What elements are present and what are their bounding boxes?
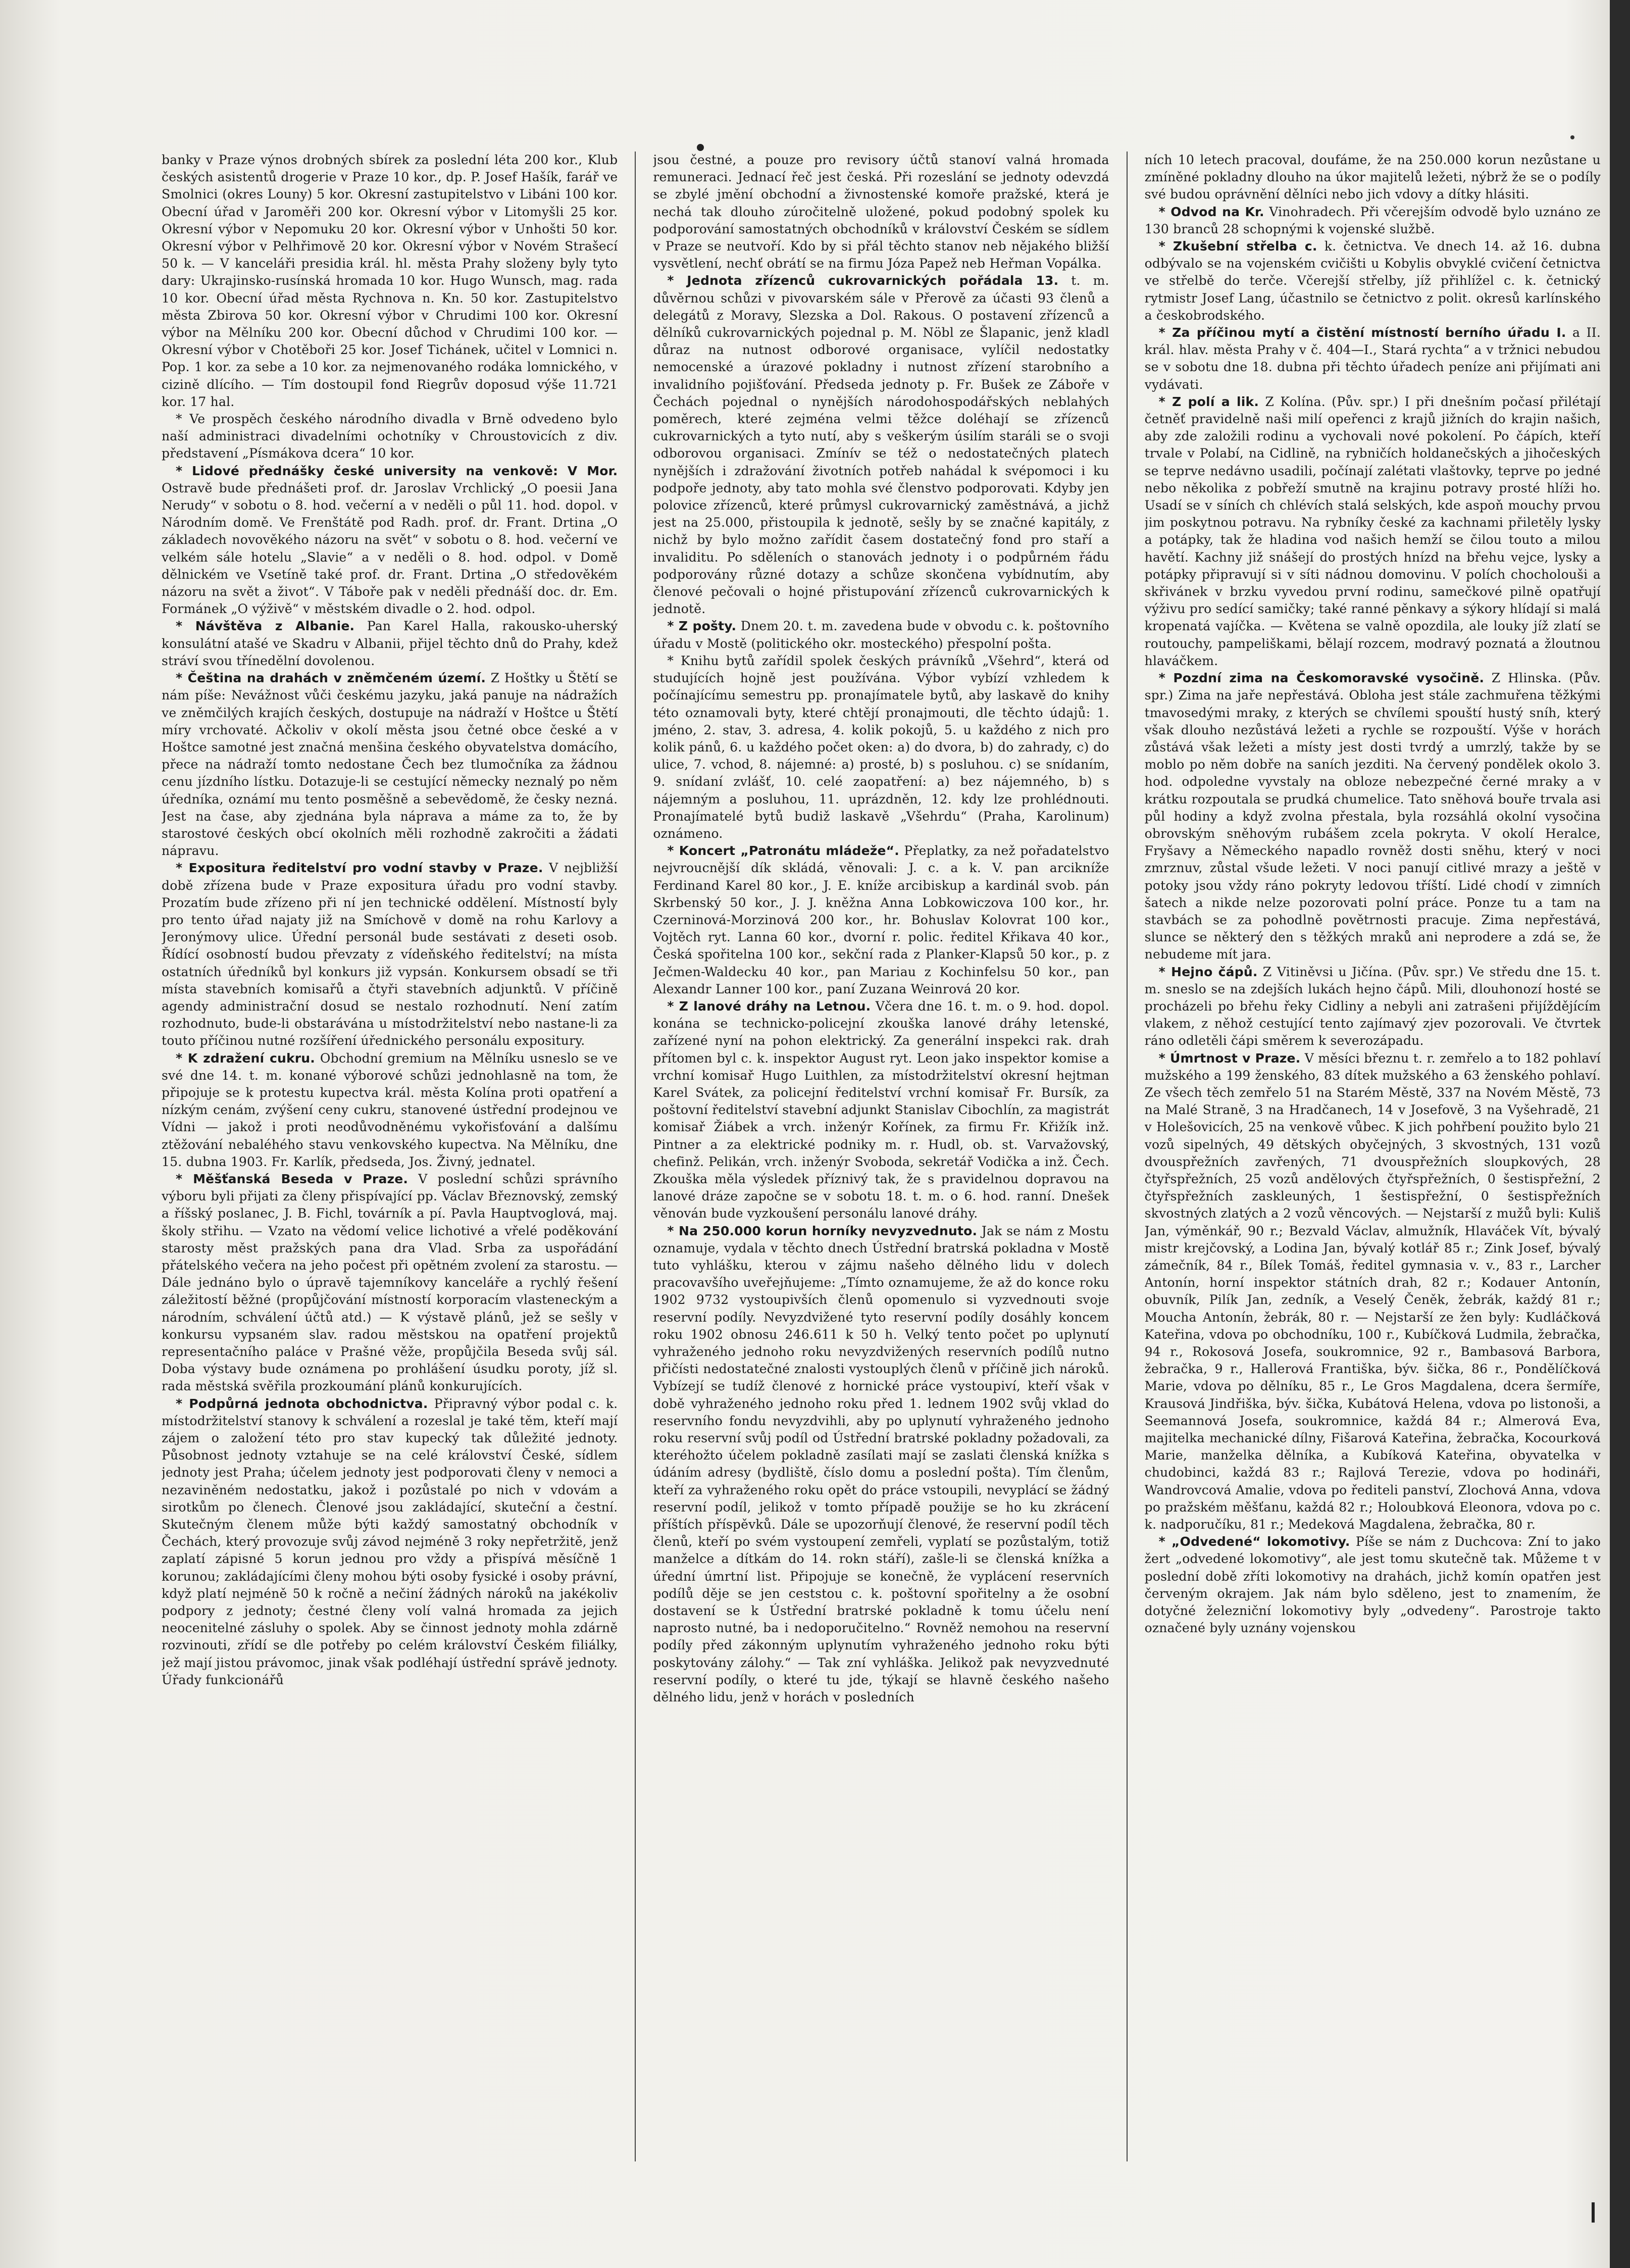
article-headline: * Návštěva z Albanie.: [176, 619, 355, 634]
article-headline: * Expositura ředitelství pro vodní stavby v Praze.: [176, 861, 543, 876]
article-paragraph: * Hejno čápů. Z Vitiněvsi u Jičína. (Pův. spr.) Ve středu dne 15. t. m. sneslo se na zdejších lukách hejno čápů. Mili, dlouhonozí hosté se procházeli po břehu řeky Cidliny a nebyli ani zatrašeni přijíždějícím vlakem, z něhož cestující tento zajímavý zjev pozorovali. Ve čtvrtek ráno odletěli čápi směrem k severozápadu.: [1144, 964, 1601, 1048]
article-paragraph: * Pozdní zima na Českomoravské vysočině. Z Hlinska. (Pův. spr.) Zima na jaře nepřestává. Obloha jest stále zachmuřena těžkými tmavosedými mraky, z kterých se chvílemi spouští hustý sníh, který však dlouho nezůstává ležeti a rychle se rozpouští. Výše v horách zůstává však ležeti a místy jest dosti tvrdý a umrzlý, takže by se moblo po něm dobře na saních jezditi. Na červený pondělek okolo 3. hod. odpoledne vyvstaly na obloze nebezpečné černé mraky a v krátku rozpoutala se prudká chumelice. Tato sněhová bouře trvala asi půl hodiny a když zvolna přestala, byla rozsáhlá okolní vysočina obrovským sněhovým rubášem zcela pokryta. V okolí Heralce, Fryšavy a Německého napadlo rovněž dosti sněhu, který v noci zmrznuv, zůstal všude ležeti. V noci panují citlivé mrazy a ještě v potoky jsou vždy ráno pokryty ledovou tříští. Lidé chodí v zimních šatech a nikde nelze pozorovati polní práce. Ponze tu a tam na stavbách se za pohodlně povětrnosti pracuje. Zima nepřestává, slunce se některý den s těžkých mraků ani neprodere a zdá se, že nebudeme mít jara.: [1144, 671, 1601, 962]
article-paragraph: ních 10 letech pracoval, doufáme, že na 250.000 korun nezůstane u zmíněné pokladny dlouho na úkor majitelů ležeti, nýbrž že se o podíly své budou oprávnění dělníci nebo jich vdovy a dítky hlásiti.: [1144, 153, 1601, 202]
article-paragraph: * Úmrtnost v Praze. V měsíci březnu t. r. zemřelo a to 182 pohlaví mužského a 199 ženského, 83 dítek mužského a 63 ženského pohlaví. Ze všech těch zemřelo 51 na Starém Městě, 337 na Novém Městě, 73 na Malé Straně, 3 na Hradčanech, 14 v Josefově, 3 na Vyšehradě, 21 v Holešovicích, 25 na venkově vůbec. K jich pohřbení použito bylo 21 vozů sipelných, 49 dětských obyčejných, 3 skvostných, 131 vozů dvouspřežních zavřených, 71 dvouspřežních sloupkových, 28 čtyřspřežních, 25 vozů andělových čtyřspřežních, 0 šestispřežní, 2 čtyřspřežních zaskleuných, 1 šestispřežní, 0 šestispřežních skvostných zlatých a 2 vozů věncových. — Nejstarší z mužů byli: Kuliš Jan, výměnkář, 90 r.; Bezvald Václav, almužník, Hlaváček Vít, bývalý mistr krejčovský, a Lodina Jan, bývalý kotlář 85 r.; Zink Josef, bývalý zámečník, 84 r., Bílek Tomáš, ředitel gymnasia v. v., 83 r., Larcher Antonín, horní inspektor státních drah, 82 r.; Kodauer Antonín, obuvník, Pilík Jan, zedník, a Veselý Čeněk, žebrák, každý 81 r.; Moucha Antonín, žebrák, 80 r. — Nejstarší ze žen byly: Kudláčková Kateřina, vdova po obchodníku, 100 r., Kubíčková Ludmila, žebračka, 94 r., Rokosová Josefa, soukromnice, 92 r., Bambasová Barbora, žebračka, 9 r., Hallerová Františka, býv. šička, 86 r., Pondělíčková Marie, vdova po dělníku, 85 r., Le Gros Magdalena, dcera šermíře, Krausová Jindřiška, býv. šička, Kubátová Helena, vdova po listonoši, a Seemannová Josefa, soukromnice, každá 84 r.; Almerová Eva, majitelka mechanické dílny, Fišarová Kateřina, žebračka, Kocourková Marie, manželka dělníka, a Kubíková Kateřina, obyvatelka v chudobinci, každá 83 r.; Rajlová Terezie, vdova po hodináři, Wandrovcová Amalie, vdova po řediteli panství, Zlochová Anna, vdova po pražském měšťanu, každá 82 r.; Holoubková Eleonora, vdova po c. k. nadporučíku, 81 r.; Medeková Magdalena, žebračka, 80 r.: [1144, 1050, 1601, 1532]
article-headline: * Měšťanská Beseda v Praze.: [176, 1171, 409, 1186]
article-paragraph: * Koncert „Patronátu mládeže“. Přeplatky, za než pořadatelstvo nejvroucnější dík skládá, věnovali: J. c. a k. V. pan arcikníže Ferdinand Karel 80 kor., J. E. kníže arcibiskup a kardinál svob. pán Skrbenský 50 kor., J. J. kněžna Anna Lobkowiczova 100 kor., hr. Czerninová-Morzinová 200 kor., hr. Bohuslav Kolovrat 100 kor., Vojtěch ryt. Lanna 60 kor., dvorní r. polic. ředitel Křikava 40 kor., Česká spořitelna 100 kor., sekční rada z Planker-Klapsů 50 kor., p. z Ječmen-Waldecku 40 kor., pan Mariau z Kochinfelsu 50 kor., pan Alexandr Lanner 100 kor., paní Zuzana Weinrová 20 kor.: [653, 843, 1109, 996]
article-headline: * Koncert „Patronátu mládeže“.: [667, 843, 899, 859]
page-mark: [697, 144, 704, 151]
page-mark: [1570, 135, 1574, 139]
column-3: [1145, 152, 1601, 2161]
column-divider: [1127, 152, 1128, 2161]
article-paragraph: * Expositura ředitelství pro vodní stavby v Praze. V nejbližší době zřízena bude v Praze expositura úřadu pro vodní stavby. Prozatím bude zřízeno při ní jen technické oddělení. Místností byly pro tento úřad najaty již na Smíchově v domě na rohu Karlovy a Jeronýmovy ulice. Úřední personál bude sestávati z deseti osob. Řídící osobností budou převzaty z vídeňského ředitelství; na místa ostatních úředníků byl konkurs již vypsán. Konkursem obsadí se tři místa stavebních komisařů a čtyři stavebních adjunktů. V příčině agendy administrační dosud se nestalo rozhodnutí. Není zatím rozhodnuto, bude-li obstarávána u místodržitelství nebo nastane-li za touto příčinou nutné rozšíření úřednického personálu expositury.: [162, 861, 618, 1048]
article-paragraph: * Na 250.000 korun horníky nevyzvednuto. Jak se nám z Mostu oznamuje, vydala v těchto dnech Ústřední bratrská pokladna v Mostě tuto vyhlášku, kterou v zájmu našeho dělného lidu v dolech pracovavšího uveřejňujeme: „Tímto oznamujeme, že až do konce roku 1902 9732 vystoupivších členů opomenulo si vyzvednouti svoje reservní podíly. Nevyzdvižené tyto reservní podíly dosáhly koncem roku 1902 obnosu 246.611 k 50 h. Velký tento počet po uplynutí vyhraženého jednoho roku nevyzdvižených reservních podílů nutno přičísti nedostatečné znalosti vystouplých členů v příčině jich nároků. Vybízejí se tudíž členové z hornické práce vystoupiví, kteří však v době vyhraženého jednoho roku před 1. lednem 1902 svůj vklad do reservního fondu nevyzdvihli, aby po uplynutí vyhraženého jednoho roku reservní svůj podíl od Ústřední bratrské pokladny požadovali, za kteréhožto účelem pokladně zasílati mají se zaslati členská knížka s údáním adresy (bydliště, číslo domu a poslední pošta). Tím členům, kteří za vyhraženého roku opět do práce vstoupili, nevyplácí se žádný reservní podíl, jelikož v tomto případě použije se ho ku zkrácení příštích příspěvků. Dále se upozorňují členové, že reservní podíl těch členů, kteří po svém vystoupení zemřeli, vyplatí se pozůstalým, totiž manželce a dítkám do 14. rokn stáří), zašle-li se členská knížka a úřední úmrtní list. Připojuje se konečně, že vyplácení reservních podílů děje se jen ceststou c. k. poštovní spořitelny a že osobní dostavení se k Ústřední bratrské pokladně k tomu účelu není naprosto nutné, ba i nedoporučitelno.“ Rovněž nemohou na reservní podíly před zákonným uplynutím vyhraženého jednoho roku býti poskytovány zálohy.“ — Tak zní vyhláška. Jelikož pak nevyzvednuté reservní podíly, o které tu jde, týkají se hlavně českého našeho dělného lidu, jenž v horách v posledních: [653, 1223, 1109, 1705]
article-paragraph: * Návštěva z Albanie. Pan Karel Halla, rakousko-uherský konsulátní atašé ve Skadru v Albanii, přijel těchto dnů do Prahy, kdež stráví svou třínedělní dovolenou.: [162, 619, 618, 668]
article-paragraph: * Za příčinou mytí a čistění místností berního úřadu I. a II. král. hlav. města Prahy v č. 404—I., Stará rychta“ a v tržnici nebudou se v sobotu dne 18. dubna při těchto úřadech peníze ani přijímati ani vydávati.: [1144, 325, 1601, 392]
article-paragraph: * Měšťanská Beseda v Praze. V poslední schůzi správního výboru byli přijati za členy přispívající pp. Václav Březnovský, zemský a říšský poslanec, J. B. Fichl, továrník a pí. Pavla Hauptvoglová, maj. školy střihu. — Vzato na vědomí velice lichotivé a vřelé poděkování starosty měst pražských pana dra Vlad. Srba za uspořádání přátelského večera na jeho počest při opětném zvolení za starostu. — Dále jednáno bylo o úpravě tajemníkovy kanceláře a rychlý řešení záležitostí běžné (propůjčování místností korporacím vlasteneckým a národním, schválení účtů atd.) — K výstavě plánů, jež se sešly v konkursu vypsaném slav. radou městskou na opatření projektů representačního paláce v Prašné věže, propůjčila Beseda svůj sál. Doba výstavy bude oznámena po prohlášení úsudku poroty, jíž sl. rada městská svěřila prozkoumání plánů konkurujících.: [162, 1171, 618, 1394]
article-headline: * Jednota zřízenců cukrovarnických pořádala 13.: [667, 273, 1059, 288]
article-headline: * Na 250.000 korun horníky nevyzvednuto.: [667, 1223, 978, 1238]
article-paragraph: * Podpůrná jednota obchodnictva. Připravný výbor podal c. k. místodržitelství stanovy k schválení a rozeslal je také těm, kteří mají zájem o založení této pro stav kupecký tak důležité jednoty. Působnost jednoty vztahuje se na celé království České, sídlem jednoty jest Praha; účelem jednoty jest podporovati členy v nemoci a nezaviněném nedostatku, jakož i pozůstalé po nich v vdovám a sirotkům po členech. Členové jsou zakládající, skuteční a čestní. Skutečným členem může býti každý samostatný obchodník v Čechách, který provozuje svůj závod nejméně 3 roky nepřetržitě, jenž zaplatí zápisné 5 korun jednou pro vždy a přispívá měsíčně 1 korunou; zakládajícími členy mohou býti osoby fysické i osoby právní, když platí nejméně 50 k ročně a nečiní žádných nároků na jakékoliv podpory z jednoty; čestné členy volí valná hromada za jejich neocenitelné zásluhy o spolek. Aby se činnost jednoty mohla zdárně rozvinouti, zřídí se dle potřeby po celém království Českém filiálky, jež mají jistou právomoc, jinak však podléhají ústřední správě jednoty. Úřady funkcionářů: [162, 1396, 618, 1687]
article-headline: * K zdražení cukru.: [176, 1050, 316, 1066]
article-headline: * „Odvedené“ lokomotivy.: [1158, 1534, 1350, 1549]
article-headline: * Z lanové dráhy na Letnou.: [667, 998, 871, 1014]
article-paragraph: * Z polí a lik. Z Kolína. (Pův. spr.) I při dnešním počasí přilétají četněť pravidelně naši milí opeřenci z krajů jižních do krajin našich, aby zde založili rodinu a vychovali nové pokolení. Po čápích, kteří trvale v Polabí, na Cidlině, na rybničích holdanečských a jihočeských se teprve nedávno usadili, počínají zalétati vlaštovky, teprve po jedné nebo několika z pobřeží smutně na krajinu potravy prosté hlíži ho. Usadí se v síních ch chlévích stalá selských, kde aspoň mouchy prvou jim poskytnou potravu. Na rybníky české za kachnami přiletěly lysky a potápky, tak že hladina vod našich hemží se čilou touto a milou havětí. Kachny již snášejí do prostých hnízd na břehu vejce, lysky a potápky připravují si v síti nádnou domovinu. V polích chocholouši a skřivánek v brzku vyvedou první rodinu, samečkové pilně opatřují výživu pro sedící samičky; také ranné pěnkavy a sýkory hlídají si malá kropenatá vajíčka. — Květena se valně opozdila, ale louky jíž zlatí se routouchy, pampeliškami, bělají rozcem, modravý poznatá a žloutnou hlaváčkem.: [1144, 394, 1601, 668]
article-headline: * Z polí a lik.: [1158, 394, 1259, 409]
article-paragraph: * Zkušební střelba c. k. četnictva. Ve dnech 14. až 16. dubna odbývalo se na vojenském cvičišti u Kobylis obvyklé cvičení četnictva ve střelbě do terče. Včerejší střelby, jíž přihlížel c. k. četnický rytmistr Josef Lang, účastnilo se četnictvo z polit. okresů karlínského a českobrodského.: [1144, 239, 1601, 323]
article-paragraph: * Lidové přednášky české university na venkově: V Mor. Ostravě bude přednášeti prof. dr. Jaroslav Vrchlický „O poesii Jana Nerudy“ v sobotu o 8. hod. večerní a v neděli o půl 11. hod. dopol. v Národním domě. Ve Frenštátě pod Radh. prof. dr. Frant. Drtina „O základech novověkého názoru na svět“ v sobotu o 8. hod. večerní ve velkém sále hotelu „Slavie“ a v neděli o 8. hod. odpol. v Domě dělnickém ve Vsetíně také prof. dr. Frant. Drtina „O středověkém názoru na svět a život“. V Táboře pak v neděli přednáší doc. dr. Em. Formánek „O výživě“ v městském divadle o 2. hod. odpol.: [162, 463, 618, 617]
article-headline: * Z pošty.: [667, 619, 737, 634]
article-headline: * Lidové přednášky české university na venkově: V Mor.: [176, 463, 618, 478]
article-headline: * Hejno čápů.: [1158, 964, 1258, 979]
article-paragraph: jsou čestné, a pouze pro revisory účtů stanoví valná hromada remuneraci. Jednací řeč jest česká. Při rozeslání se jednoty odevzdá se zbylé jmění obchodní a živnostenské komoře pražské, která je nechá tak dlouho zúročitelně uložené, pokud podobný spolek ku podporování samostatných obchodníků v království Českém se sídlem v Praze se neutvoří. Kdo by si přál těchto stanov neb nějakého bližší vysvětlení, nechť obrátí se na firmu Józa Papež neb Heřman Vopálka.: [653, 153, 1109, 271]
article-paragraph: * Knihu bytů zařídil spolek českých právníků „Všehrd“, která od studujících hojně jest používána. Výbor vybízí vzhledem k počínajícímu semestru pp. pronajímatele bytů, aby laskavě do knihy této oznamovali byty, které chtějí pronajmouti, dle těchto údajů: 1. jméno, 2. stav, 3. adresa, 4. kolik pokojů, 5. u každého z nich pro kolik pánů, 6. u každého počet oken: a) do dvora, b) do zahrady, c) do ulice, 7. vchod, 8. nájemné: a) prosté, b) s posluhou. c) se snídaním, 9. snídaní zvlášť, 10. celé zaopatření: a) bez nájemného, b) s nájemným a posluhou, 11. uprázdněn, 12. kdy lze prohlédnouti. Pronajímatelé bytů budiž laskavě „Všehrdu“ (Praha, Karolinum) oznámeno.: [653, 653, 1109, 841]
article-paragraph: * Ve prospěch českého národního divadla v Brně odvedeno bylo naší administraci divadelními ochotníky v Chroustovicích z div. představení „Písmákova dcera“ 10 kor.: [162, 412, 618, 461]
article-headline: * Odvod na Kr.: [1158, 204, 1264, 219]
article-headline: * Pozdní zima na Českomoravské vysočině.: [1158, 671, 1485, 686]
article-paragraph: * Z pošty. Dnem 20. t. m. zavedena bude v obvodu c. k. poštovního úřadu v Mostě (politického okr. mosteckého) přespolní pošta.: [653, 619, 1109, 651]
article-paragraph: * Jednota zřízenců cukrovarnických pořádala 13. t. m. důvěrnou schůzi v pivovarském sále v Přerově za účasti 93 členů a delegátů z Moravy, Slezska a Dol. Rakous. O postavení zřízenců a dělníků cukrovarnických pojednal p. M. Nöbl ze Šlapanic, jenž kladl důraz na nutnost odborové organisace, vylíčil nedostatky nemocenské a úrazové pokladny i nutnost zřízení starobního a invalidního pojišťování. Předseda jednoty p. Fr. Bušek ze Záboře v Čechách pojednal o nynějších národohospodářských neblahých poměrech, které zejména velmi těžce doléhají se zřízenců cukrovarnických a tyto nutí, aby s veškerým úsilím staráli se o svoji odborovou organisaci. Zmínív se též o nedostatečných platech nynějších i zdražování životních potřeb nahádal k svépomoci i ku podpoře jednoty, aby tato mohla své členstvo podporovati. Kdyby jen polovice zřízenců, které průmysl cukrovarnický zaměstnává, a jichž jest na 25.000, přistoupila k jednotě, sešly by se značné kapitály, z nichž by bylo možno zařídit časem dostatečný fond pro staří a invaliditu. Po sděleních o stanovách jednoty i o podpůrném řádu podporovány různé dotazy a schůze skončena vybídnutím, aby členové pečovali o hojné přistupování zřízenců cukrovarnických k jednotě.: [653, 273, 1109, 617]
article-paragraph: * Z lanové dráhy na Letnou. Včera dne 16. t. m. o 9. hod. dopol. konána se technicko-policejní zkouška lanové dráhy letenské, zařízené nyní na pohon elektrický. Za generální inspekci rak. drah přítomen byl c. k. inspektor August ryt. Leon jako inspektor komise a vrchní komisař Hugo Luithlen, za místodržitelství okresní hejtman Karel Svátek, za policejní ředitelství vrchní komisař Fr. Bursík, za poštovní ředitelství stavební adjunkt Stanislav Cibochlín, za magistrát komisař Žiábek a vrch. inženýr Kořínek, za firmu Fr. Křižík inž. Pintner a za elektrické podniky m. r. Hudl, ob. st. Varvažovský, chefinž. Pelikán, vrch. inženýr Svoboda, sekretář Vodička a inž. Čech. Zkouška měla výsledek příznivý tak, že s pravidelnou dopravou na lanové dráze započne se v sobotu 18. t. m. o 6. hod. ranní. Dnešek věnován bude vyzkoušení personálu lanové dráhy.: [653, 998, 1109, 1221]
article-paragraph: * „Odvedené“ lokomotivy. Píše se nám z Duchcova: Zní to jako žert „odvedené lokomotivy“, ale jest tomu skutečně tak. Můžeme t v poslední době zříti lokomotivy na drahách, jichž komín opatřen jest červeným okrajem. Jak nám bylo sděleno, jest to znamením, že dotyčné železniční lokomotivy byly „odvedeny“. Parostroje takto označené byly uznány vojenskou: [1144, 1534, 1601, 1636]
article-paragraph: banky v Praze výnos drobných sbírek za poslední léta 200 kor., Klub českých asistentů drogerie v Praze 10 kor., dp. P. Josef Hašík, farář ve Smolnici (okres Louny) 5 kor. Okresní zastupitelstvo v Libáni 100 kor. Obecní úřad v Jaroměři 200 kor. Okresní výbor v Litomyšli 25 kor. Okresní výbor v Nepomuku 20 kor. Okresní výbor v Unhošti 50 kor. Okresní výbor v Pelhřimově 20 kor. Okresní výbor v Novém Strašecí 50 k. — V kanceláři presidia král. hl. města Prahy složeny byly tyto dary: Ukrajinsko-rusínská hromada 10 kor. Hugo Wunsch, mag. rada 10 kor. Obecní úřad města Rychnova n. Kn. 50 kor. Zastupitelstvo města Zbirova 50 kor. Okresní výbor v Chrudimi 100 kor. Okresní výbor na Mělníku 200 kor. Obecní důchod v Chrudimi 100 kor. — Okresní výbor v Chotěboři 25 kor. Josef Tichánek, učitel v Lomnici n. Pop. 1 kor. za sebe a 10 kor. za nejmenovaného rodáka lomnického, v cizině dlícího. — Tím dostoupil fond Riegrův doposud výše 11.721 kor. 17 hal.: [162, 153, 618, 409]
column-divider: [635, 152, 636, 2161]
column-1: [162, 152, 618, 2161]
article-headline: * Zkušební střelba c.: [1158, 239, 1317, 254]
article-headline: * Za příčinou mytí a čistění místností berního úřadu I.: [1158, 325, 1566, 340]
newspaper-columns: [162, 152, 1601, 2161]
page-mark: [1592, 2202, 1595, 2223]
article-headline: * Úmrtnost v Praze.: [1158, 1050, 1301, 1066]
column-2: [653, 152, 1109, 2161]
article-headline: * Čeština na drahách v zněmčeném území.: [176, 671, 486, 686]
scan-edge: [1610, 0, 1630, 2268]
article-paragraph: * Čeština na drahách v zněmčeném území. Z Hoštky u Štětí se nám píše: Nevážnost vůči českému jazyku, jaká panuje na nádražích ve zněmčilých krajích českých, dostupuje na nádraží v Hoštce u Štětí míry vrchovaté. Ačkoliv v okolí města jsou četné obce české a v Hoštce samotné jest značná menšina českého obyvatelstva domácího, přece na nádraží tomto nedostane Čech bez tlumočníka za žádnou cenu jízdního lístku. Dotazuje-li se cestující německy neznalý po něm úředníka, oznámí mu tento posměšně a sebevědomě, že česky nezná. Jest na čase, aby zjednána byla náprava a máme za to, že by starostové českých obcí okolních měli rozhodně zakročiti a žádati nápravu.: [162, 671, 618, 859]
article-paragraph: * K zdražení cukru. Obchodní gremium na Mělníku usneslo se ve své dne 14. t. m. konané výborové schůzi jednohlasně na tom, že připojuje se k protestu kupectva král. města Kolína proti opatření a nízkým cenám, zvýšení ceny cukru, stanovené ústřední prodejnou ve Vídni — jakož i proti neodůvodněnému vykořisťování a dalšímu ztěžování nebaléhého stavu venkovského kupectva. Na Mělníku, dne 15. dubna 1903. Fr. Karlík, předseda, Jos. Živný, jednatel.: [162, 1050, 618, 1169]
article-headline: * Podpůrná jednota obchodnictva.: [176, 1396, 428, 1411]
article-paragraph: * Odvod na Kr. Vinohradech. Při včerejším odvodě bylo uznáno ze 130 branců 28 schopnými k vojenské službě.: [1144, 204, 1601, 236]
